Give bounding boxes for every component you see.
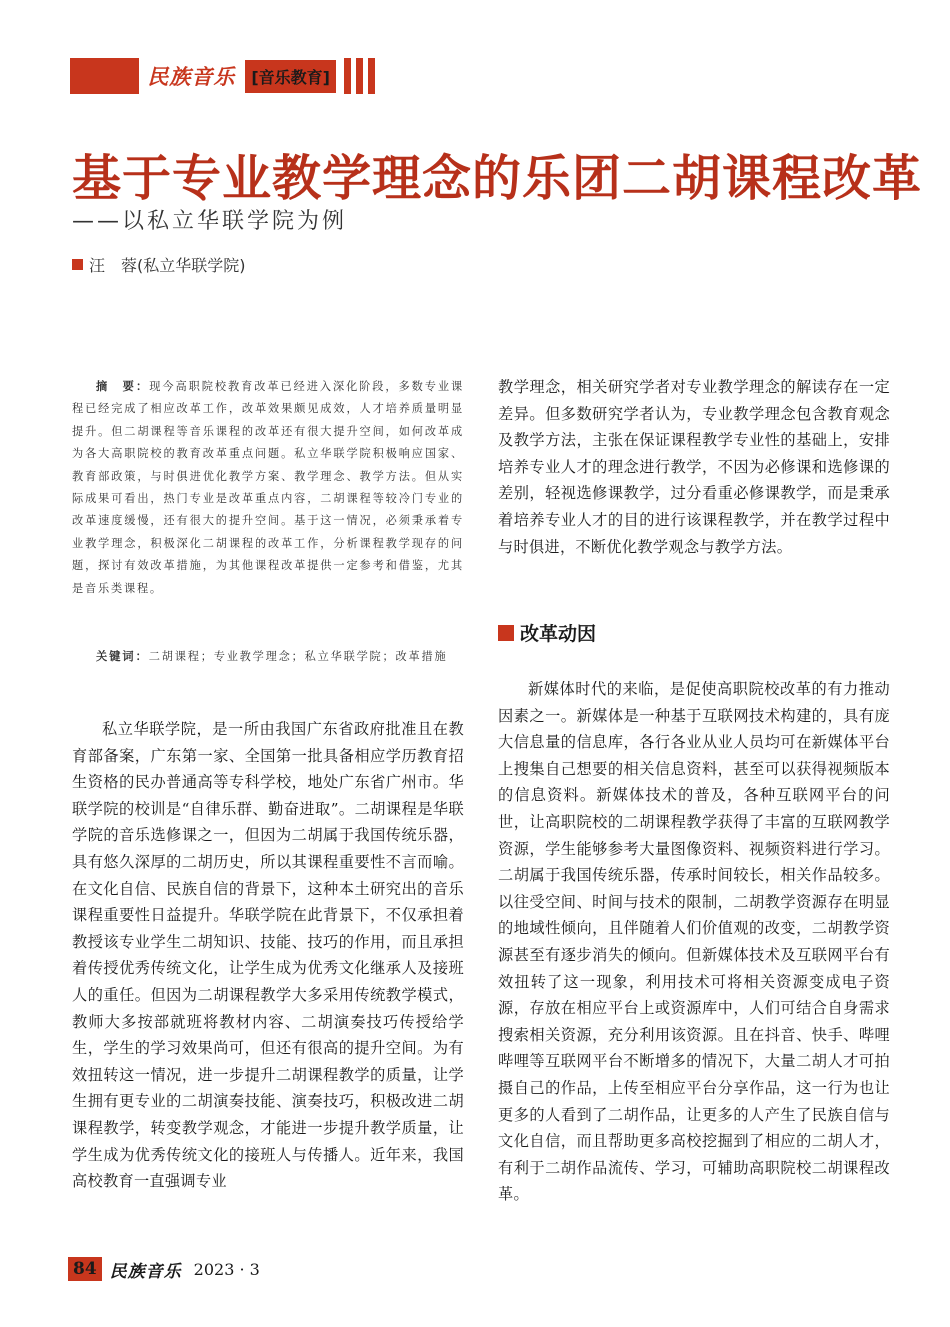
article-title: 基于专业教学理念的乐团二胡课程改革	[72, 150, 923, 207]
section-header	[70, 58, 380, 94]
author-name: 汪 蓉(私立华联学院)	[89, 256, 246, 275]
abstract	[72, 376, 464, 600]
section-tag: [音乐教育]	[245, 60, 336, 93]
keywords	[72, 646, 464, 668]
heading-marker	[498, 625, 514, 641]
body-left-paragraph: 私立华联学院，是一所由我国广东省政府批准且在教育部备案，广东第一家、全国第一批具备相应学历教育招生资格的民办普通高等专科学校，地处广东省广州市。华联学院的校训是“自律乐群、勤奋进取”。二胡课程是华联学院的音乐选修课之一，但因为二胡属于我国传统乐器，具有悠久深厚的二胡历史，所以其课程重要性不言而喻。在文化自信、民族自信的背景下，这种本土研究出的音乐课程重要性日益提升。华联学院在此背景下，不仅承担着教授该专业学生二胡知识、技能、技巧的作用，而且承担着传授优秀传统文化，让学生成为优秀文化继承人及接班人的重任。但因为二胡课程教学大多采用传统教学模式，教师大多按部就班将教材内容、二胡演奏技巧传授给学生，学生的学习效果尚可，但还有很高的提升空间。为有效扭转这一情况，进一步提升二胡课程教学的质量，让学生拥有更专业的二胡演奏技能、演奏技巧，积极改进二胡课程教学，转变教学观念，才能进一步提升教学质量，让学生成为优秀传统文化的接班人与传播人。近年来，我国高校教育一直强调专业	[72, 720, 464, 1191]
page-number: 84	[68, 1257, 102, 1281]
footer-journal-name: 民族音乐	[109, 1261, 182, 1282]
page-footer	[68, 1256, 260, 1282]
article-subtitle: ——以私立华联学院为例	[72, 209, 348, 234]
abstract-text: 现今高职院校教育改革已经进入深化阶段，多数专业课程已经完成了相应改革工作，改革效果颇见成效，人才培养质量明显提升。但二胡课程等音乐课程的改革还有很大提升空间，如何改革成为各大高职院校的教育改革重点问题。私立华联学院积极响应国家、教育部政策，与时俱进优化教学方案、教学理念、教学方法。但从实际成果可看出，热门专业是改革重点内容，二胡课程等较冷门专业的改革速度缓慢，还有很大的提升空间。基于这一情况，必须秉承着专业教学理念，积极深化二胡课程的改革工作，分析课程教学现存的问题，探讨有效改革措施，为其他课程改革提供一定参考和借鉴，尤其是音乐类课程。	[72, 380, 464, 595]
author-marker	[72, 259, 83, 270]
body-right-continuation: 教学理念，相关研究学者对专业教学理念的解读存在一定差异。但多数研究学者认为，专业教学理念包含教育观念及教学方法，主张在保证课程教学专业性的基础上，安排培养专业人才的理念进行教学，不因为必修课和选修课的差别，轻视选修课教学，过分看重必修课教学，而是秉承着培养专业人才的目的进行该课程教学，并在教学过程中与时俱进，不断优化教学观念与教学方法。	[498, 378, 890, 556]
keywords-label: 关键词：	[96, 650, 149, 663]
author-line	[72, 253, 246, 276]
body-right-paragraph: 新媒体时代的来临，是促使高职院校改革的有力推动因素之一。新媒体是一种基于互联网技术构建的，具有庞大信息量的信息库，各行各业从业人员均可在新媒体平台上搜集自己想要的相关信息资料，甚至可以获得视频版本的信息资料。新媒体技术的普及，各种互联网平台的问世，让高职院校的二胡课程教学获得了丰富的互联网教学资源，学生能够参考大量图像资料、视频资料进行学习。二胡属于我国传统乐器，传承时间较长，相关作品较多。以往受空间、时间与技术的限制，二胡教学资源存在明显的地域性倾向，且伴随着人们价值观的改变，二胡教学资源甚至有逐步消失的倾向。但新媒体技术及互联网平台有效扭转了这一现象，利用技术可将相关资源变成电子资源，存放在相应平台上或资源库中，人们可结合自身需求搜索相关资源，充分利用该资源。且在抖音、快手、哔哩哔哩等互联网平台不断增多的情况下，大量二胡人才可拍摄自己的作品，上传至相应平台分享作品，这一行为也让更多的人看到了二胡作品，让更多的人产生了民族自信与文化自信，而且帮助更多高校挖掘到了相应的二胡人才，有利于二胡作品流传、学习，可辅助高职院校二胡课程改革。	[498, 680, 890, 1204]
journal-logo: 民族音乐	[147, 64, 236, 89]
header-stripe	[368, 58, 375, 94]
keywords-text: 二胡课程；专业教学理念；私立华联学院；改革措施	[148, 650, 448, 663]
header-red-block	[70, 58, 139, 94]
section-heading-text: 改革动因	[520, 623, 597, 645]
footer-issue: 2023 · 3	[193, 1259, 260, 1279]
header-stripe	[356, 58, 363, 94]
header-stripes	[344, 58, 380, 94]
abstract-label: 摘 要：	[96, 380, 150, 393]
section-heading	[498, 619, 596, 646]
header-stripe	[344, 58, 351, 94]
